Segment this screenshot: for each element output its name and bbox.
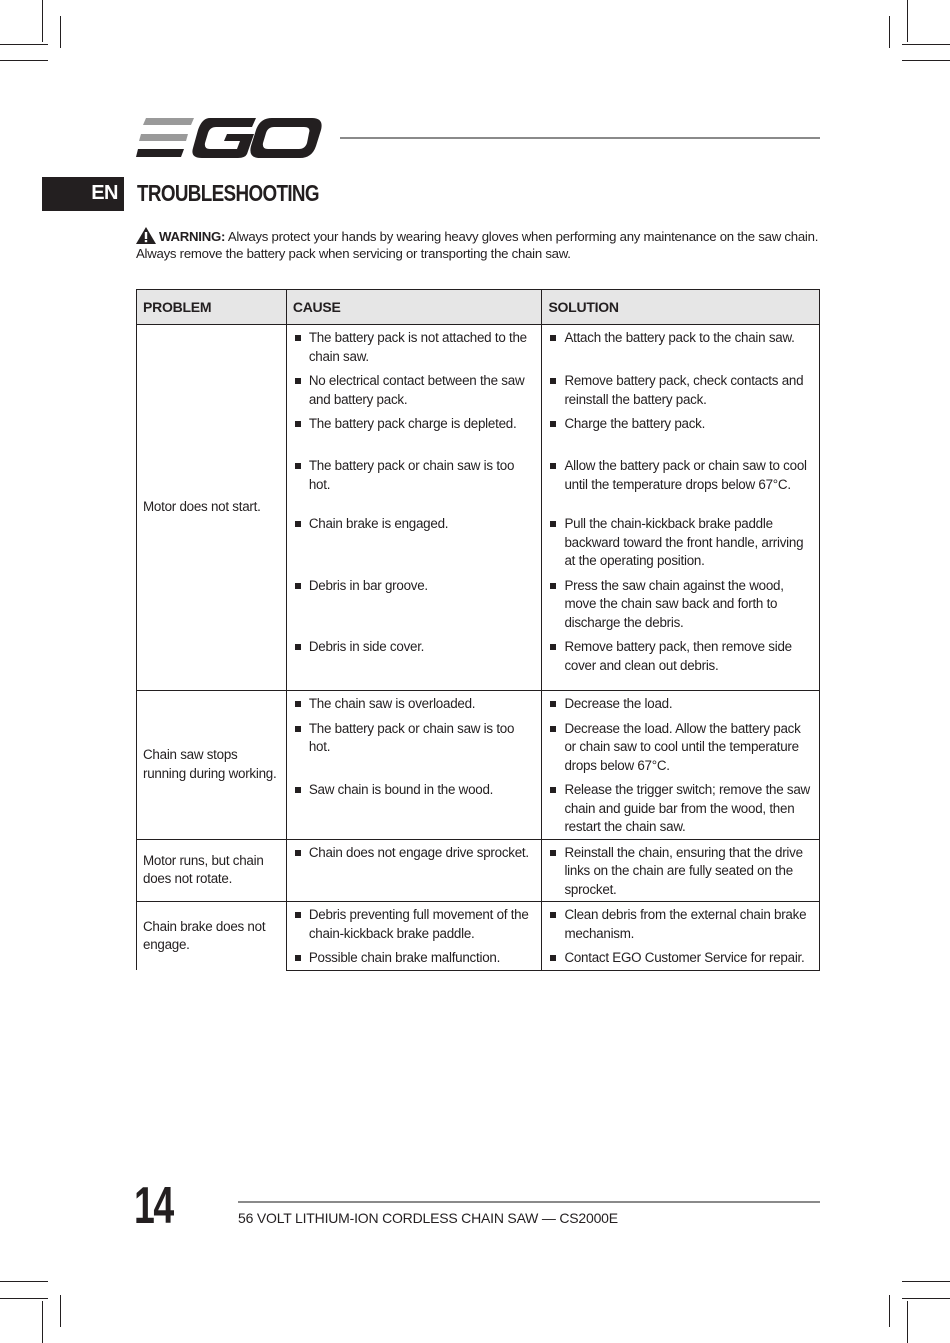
cause-item: Debris preventing full movement of the chain-kickback brake paddle. [287, 902, 542, 945]
solution-item: Charge the battery pack. [542, 411, 819, 436]
solution-item: Decrease the load. Allow the battery pack or chain saw to cool until the temperature drops below 67°C. [542, 716, 819, 778]
solution-item: Attach the battery pack to the chain saw. [542, 325, 819, 350]
cause-item: Chain does not engage drive sprocket. [287, 840, 542, 865]
language-tab-label: EN [91, 182, 118, 204]
cause-item: The battery pack or chain saw is too hot. [287, 453, 542, 496]
solution-item: Reinstall the chain, ensuring that the drive links on the chain are fully seated on the sprocket. [542, 840, 819, 902]
header-rule [340, 137, 820, 139]
solution-item: Remove battery pack, then remove side cover and clean out debris. [542, 634, 819, 677]
table-row [137, 325, 820, 369]
cause-item: The battery pack or chain saw is too hot. [287, 716, 542, 759]
footer-rule [238, 1201, 820, 1203]
language-tab [42, 177, 124, 211]
footer-product-line: 56 VOLT LITHIUM-ION CORDLESS CHAIN SAW — CS2000E [238, 1210, 618, 1226]
page-number: 14 [134, 1177, 173, 1235]
problem-cell: Motor does not start. [137, 325, 287, 691]
header-solution: SOLUTION [542, 290, 820, 325]
cause-item: Debris in side cover. [287, 634, 542, 659]
solution-item: Release the trigger switch; remove the saw chain and guide bar from the wood, then restart the chain saw. [542, 777, 819, 839]
troubleshooting-table [136, 289, 820, 971]
solution-item: Allow the battery pack or chain saw to cool until the temperature drops below 67°C. [542, 453, 819, 496]
cause-item: The battery pack is not attached to the chain saw. [287, 325, 542, 368]
section-title: TROUBLESHOOTING [137, 180, 319, 206]
header-problem: PROBLEM [137, 290, 287, 325]
cause-item: Possible chain brake malfunction. [287, 945, 542, 970]
warning-label: WARNING: [159, 229, 226, 244]
table-row [137, 902, 820, 946]
table-row [137, 691, 820, 716]
solution-item: Clean debris from the external chain brake mechanism. [542, 902, 819, 945]
cause-item: Saw chain is bound in the wood. [287, 777, 542, 802]
warning-triangle-icon [136, 227, 156, 244]
problem-cell: Motor runs, but chain does not rotate. [137, 839, 287, 902]
warning-text: Always protect your hands by wearing heavy gloves when performing any maintenance on the saw chain. Always remove the battery pack when servicing or transporting the chain saw. [136, 229, 819, 261]
cause-item: Chain brake is engaged. [287, 511, 542, 536]
ego-logo [136, 116, 322, 160]
solution-item: Press the saw chain against the wood, move the chain saw back and forth to discharge the debris. [542, 573, 819, 635]
cause-item: Debris in bar groove. [287, 573, 542, 598]
table-header-row [137, 290, 820, 325]
warning-notice [136, 227, 826, 262]
cause-item: No electrical contact between the saw and battery pack. [287, 368, 542, 411]
table-row [137, 839, 820, 902]
solution-item: Contact EGO Customer Service for repair. [542, 945, 819, 970]
cause-item: The battery pack charge is depleted. [287, 411, 542, 436]
solution-item: Remove battery pack, check contacts and reinstall the battery pack. [542, 368, 819, 411]
header-cause: CAUSE [286, 290, 542, 325]
problem-cell: Chain brake does not engage. [137, 902, 287, 971]
solution-item: Decrease the load. [542, 691, 819, 716]
solution-item: Pull the chain-kickback brake paddle backward toward the front handle, arriving at the operating position. [542, 511, 819, 573]
problem-cell: Chain saw stops running during working. [137, 691, 287, 840]
cause-item: The chain saw is overloaded. [287, 691, 542, 716]
